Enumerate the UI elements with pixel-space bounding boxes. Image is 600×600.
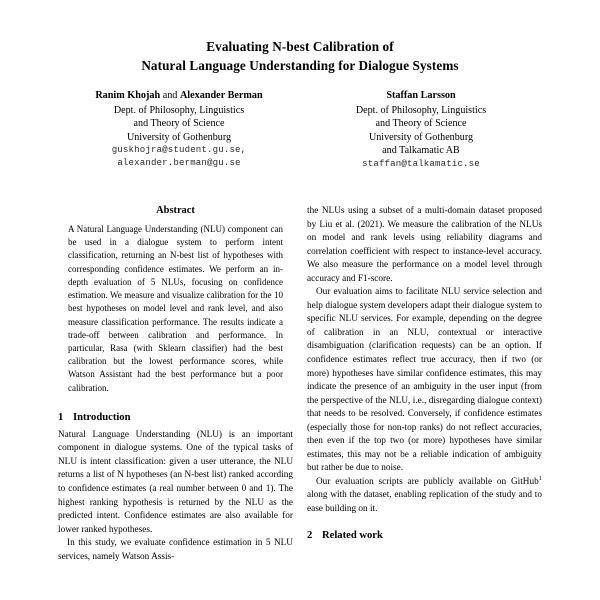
abstract-heading: Abstract	[156, 205, 195, 216]
continued-paragraph: the NLUs using a subset of a multi-domain dataset proposed by Liu et al. (2021). We measure the calibration of the NLUs on model and rank levels using reliability diagrams and correlation coefficient with respect to instance-level accuracy. We also measure the performance on a model level through accuracy and F1-score.	[307, 206, 542, 284]
section-title: Related work	[322, 529, 383, 541]
author-name-staffan-larsson: Staffan Larsson	[386, 90, 456, 102]
github-availability-paragraph	[307, 476, 542, 517]
abstract-text: A Natural Language Understanding (NLU) component can be used in a dialogue system to perform intent classification, returning an N-best list of hypotheses with corresponding confidence estimates. We perform an in-depth evaluation of 5 NLUs, focusing on confidence estimation. We measure and visualize calibration for the 10 best hypotheses on model level and rank level, and also measure classification performance. The results indicate a trade-off between calibration and performance. In particular, Rasa (with Sklearn classifier) had the best calibration but the lowest performance scores, while Watson Assistant had the best performance but a poor calibration.	[68, 224, 283, 393]
affiliation-line: Dept. of Philosophy, Linguistics	[355, 105, 487, 117]
paper-title-line-2: Natural Language Understanding for Dialogue Systems	[141, 57, 459, 73]
author-name-ranim-khojah: Ranim Khojah	[95, 90, 161, 102]
author-block	[0, 89, 600, 170]
section-heading-introduction	[58, 412, 293, 423]
github-paragraph-text-a: Our evaluation scripts are publicly available on GitHub	[316, 476, 539, 487]
author-names-left	[58, 89, 300, 103]
author-names-right	[300, 89, 542, 103]
title-block	[0, 0, 600, 75]
section-number: 1	[58, 411, 64, 423]
github-paragraph-text-b: along with the dataset, enabling replication of the study and to ease building on it.	[307, 490, 542, 515]
paper-title-line-1: Evaluating N-best Calibration of	[206, 39, 394, 54]
abstract-section	[58, 205, 293, 395]
affiliation-line: University of Gothenburg	[368, 131, 474, 143]
affiliation-line: Dept. of Philosophy, Linguistics	[113, 105, 245, 117]
affiliation-line: and Theory of Science	[133, 118, 225, 130]
author-name-alexander-berman: Alexander Berman	[179, 90, 263, 102]
section-title: Introduction	[73, 411, 131, 423]
author-email[interactable]: staffan@talkamatic.se	[362, 157, 480, 169]
right-column	[307, 205, 542, 600]
author-conjunction-left: and	[160, 90, 180, 102]
evaluation-aims-paragraph: Our evaluation aims to facilitate NLU service selection and help dialogue system developers adapt their dialogue system to specific NLU services. For example, depending on the degree of calibration in an NLU, contextual or interactive disambiguation (clarification requests) can be an option. If confidence estimates reflect true accuracy, then if two (or more) hypotheses have similar confidence estimates, this may indicate the presence of an ambiguity in the user input (from the perspective of the NLU, i.e., disregarding dialogue context) that needs to be resolved. Conversely, if confidence estimates (especially those for non-top ranks) do not reflect accuracies, then even if the top two (or more) hypotheses have similar estimates, this may not be a reliable indication of ambiguity but rather be due to noise.	[307, 287, 542, 474]
affiliation-line: University of Gothenburg	[126, 131, 232, 143]
author-email[interactable]: alexander.berman@gu.se	[117, 157, 241, 169]
footnote-marker[interactable]: 1	[538, 474, 542, 482]
section-heading-related-work	[307, 530, 542, 541]
author-email[interactable]: guskhojra@student.gu.se,	[111, 144, 247, 156]
section-number: 2	[307, 529, 313, 541]
introduction-paragraph-1: Natural Language Understanding (NLU) is an important component in dialogue systems. One of the typical tasks of NLU is intent classification: given a user utterance, the NLU returns a list of N hypotheses (an N-best list) ranked according to confidence estimates (a real number between 0 and 1). The highest ranking hypothesis is returned by the NLU as the predicted intent. Confidence estimates are also available for lower ranked hypotheses.	[58, 429, 293, 535]
introduction-paragraph-2: In this study, we evaluate confidence estimation in 5 NLU services, namely Watson Assis-	[58, 538, 293, 562]
author-group-left	[58, 89, 300, 170]
body-columns	[0, 205, 600, 600]
author-group-right	[300, 89, 542, 170]
page-title	[60, 38, 540, 75]
affiliation-line: and Talkamatic AB	[382, 145, 460, 157]
left-column	[58, 205, 293, 600]
affiliation-line: and Theory of Science	[375, 118, 467, 130]
